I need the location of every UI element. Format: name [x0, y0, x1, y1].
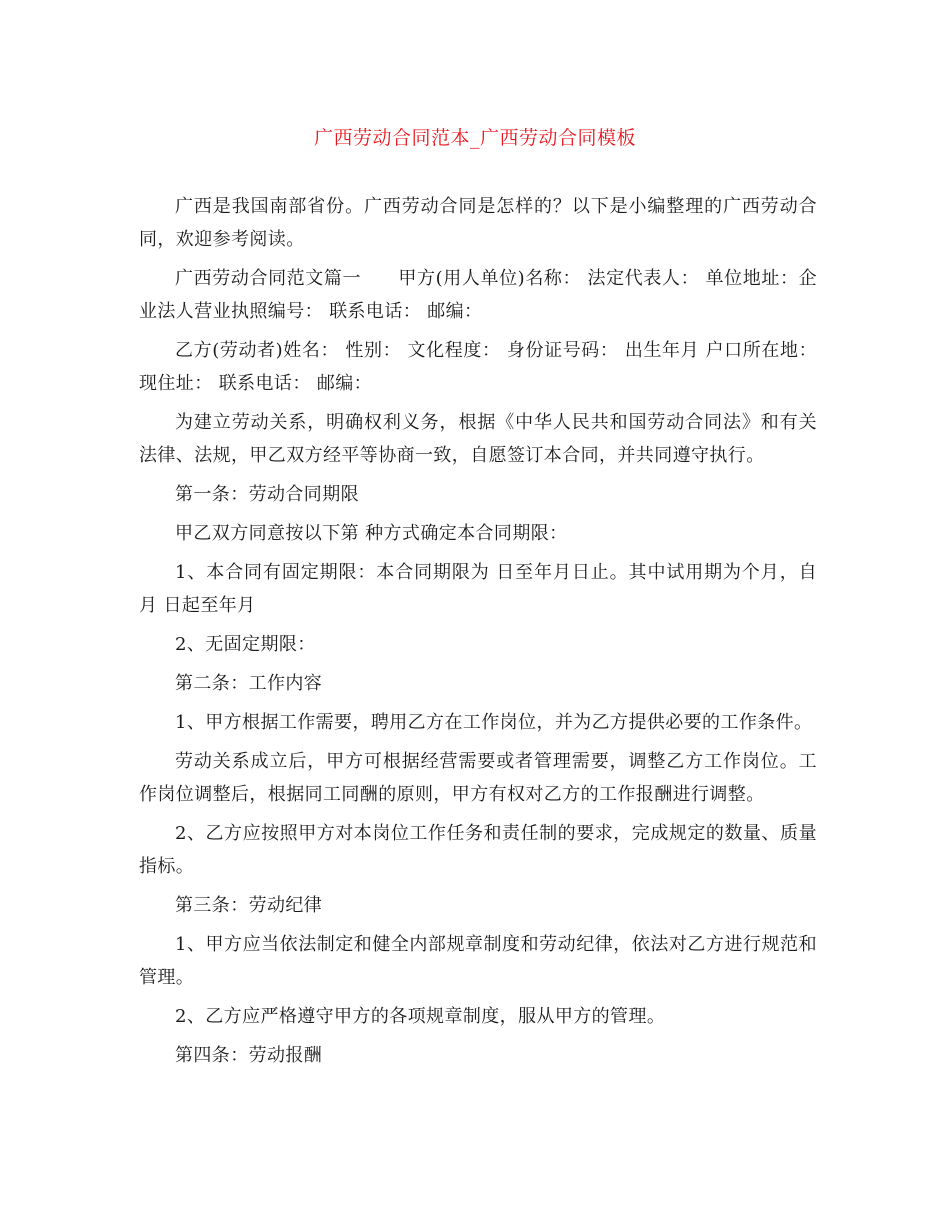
article-1-heading: 第一条：劳动合同期限 [175, 484, 359, 505]
paragraph-preamble: 为建立劳动关系，明确权利义务，根据《中华人民共和国劳动合同法》和有关法律、法规，甲乙双方经平等协商一致，自愿签订本合同，并共同遵守执行。 [139, 412, 817, 466]
paragraph-job-requirements: 2、乙方应按照甲方对本岗位工作任务和责任制的要求，完成规定的数量、质量指标。 [139, 823, 817, 877]
paragraph-intro: 广西是我国南部省份。广西劳动合同是怎样的？以下是小编整理的广西劳动合同，欢迎参考阅读。 [139, 196, 817, 250]
paragraph-term-method: 甲乙双方同意按以下第 种方式确定本合同期限： [175, 523, 568, 544]
paragraph-job-position: 1、甲方根据工作需要，聘用乙方在工作岗位，并为乙方提供必要的工作条件。 [175, 712, 813, 733]
document-body [139, 190, 817, 1078]
article-3-heading: 第三条：劳动纪律 [175, 895, 323, 916]
paragraph-party-a: 广西劳动合同范文篇一 甲方(用人单位)名称： 法定代表人： 单位地址：企业法人营业执照编号： 联系电话： 邮编： [139, 268, 817, 322]
paragraph-rules-employer: 1、甲方应当依法制定和健全内部规章制度和劳动纪律，依法对乙方进行规范和管理。 [139, 934, 817, 988]
paragraph-job-adjustment: 劳动关系成立后，甲方可根据经营需要或者管理需要，调整乙方工作岗位。工作岗位调整后，根据同工同酬的原则，甲方有权对乙方的工作报酬进行调整。 [139, 751, 817, 805]
article-4-heading: 第四条：劳动报酬 [175, 1045, 323, 1066]
article-2-heading: 第二条：工作内容 [175, 673, 323, 694]
paragraph-open-term: 2、无固定期限： [175, 634, 316, 655]
paragraph-party-b: 乙方(劳动者)姓名： 性别： 文化程度： 身份证号码： 出生年月 户口所在地： 现住址： 联系电话： 邮编： [139, 340, 817, 394]
document-title: 广西劳动合同范本_广西劳动合同模板 [313, 127, 636, 149]
paragraph-fixed-term: 1、本合同有固定期限：本合同期限为 日至年月日止。其中试用期为个月，自月 日起至年月 [139, 562, 817, 616]
paragraph-rules-employee: 2、乙方应严格遵守甲方的各项规章制度，服从甲方的管理。 [175, 1006, 666, 1027]
